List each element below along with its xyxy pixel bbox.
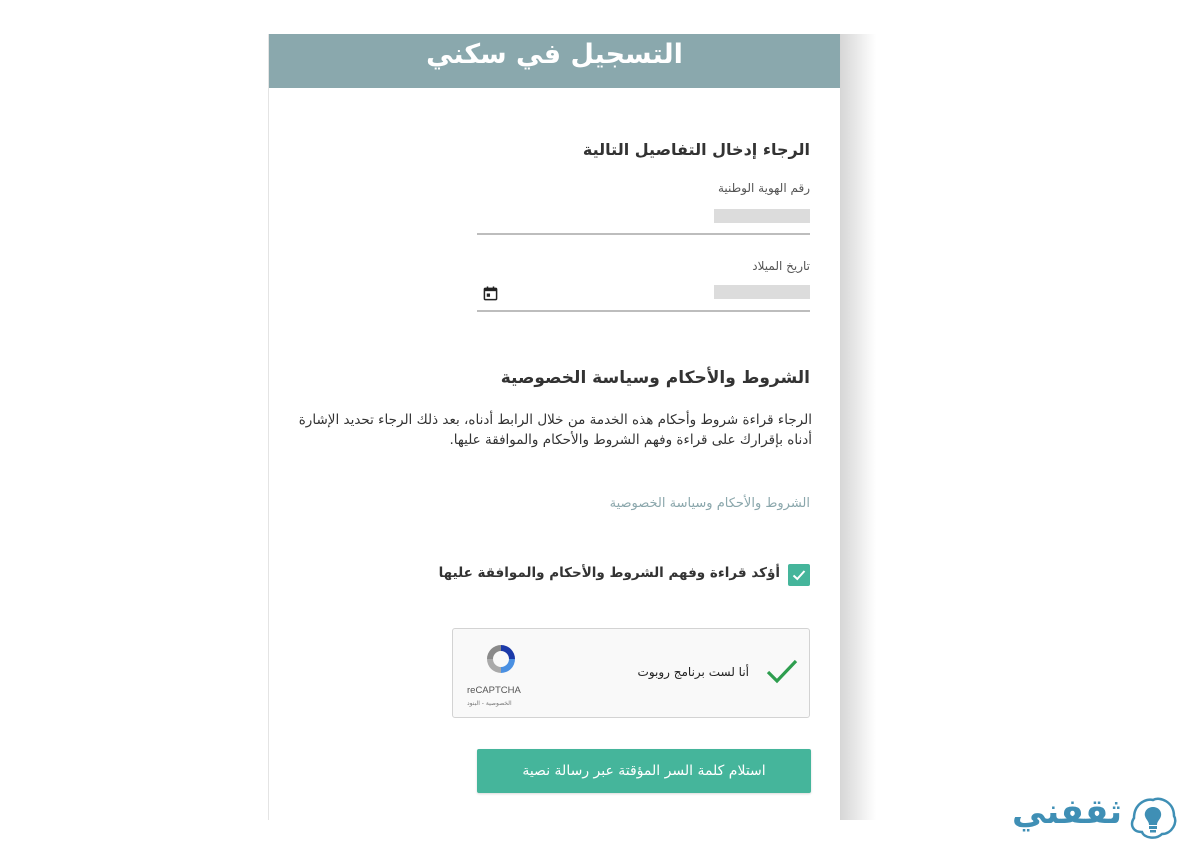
card-shadow [840,34,876,820]
national-id-underline [477,233,810,235]
recaptcha-brand: reCAPTCHA [467,685,521,696]
birth-date-label: تاريخ الميلاد [752,259,810,273]
birth-date-value-masked [714,285,810,299]
recaptcha-logo-icon [481,641,521,677]
page-title: التسجيل في سكني [426,38,683,70]
confirm-label: أؤكد قراءة وفهم الشروط والأحكام والموافقة عليها [438,565,780,581]
details-section-title: الرجاء إدخال التفاصيل التالية [582,140,810,159]
terms-link[interactable]: الشروط والأحكام وسياسة الخصوصية [609,496,810,511]
card-header [269,34,840,88]
national-id-input[interactable] [477,203,810,233]
confirm-checkbox[interactable] [788,564,810,586]
national-id-label: رقم الهوية الوطنية [717,181,810,195]
birth-date-input[interactable] [477,280,810,308]
recaptcha-label: أنا لست برنامج روبوت [637,665,749,679]
terms-section-title: الشروط والأحكام وسياسة الخصوصية [500,368,810,388]
recaptcha-footer[interactable]: الخصوصية - البنود [467,700,512,707]
watermark-text: ثقفني [1012,792,1122,832]
terms-description: الرجاء قراءة شروط وأحكام هذه الخدمة من خلال الرابط أدناه، بعد ذلك الرجاء تحديد الإشارة أدناه بإقرارك على قراءة وفهم الشروط والأحكام والموافقة عليها. [298,412,812,448]
lightbulb-icon [1126,794,1180,842]
submit-otp-button[interactable]: استلام كلمة السر المؤقتة عبر رسالة نصية [477,749,811,793]
birth-date-underline [477,310,810,312]
checkmark-icon [791,567,807,583]
national-id-value-masked [714,209,810,223]
watermark-logo [984,790,1184,846]
recaptcha-checkmark-icon[interactable] [765,657,799,687]
calendar-icon[interactable] [483,286,498,301]
recaptcha-widget [452,628,810,718]
